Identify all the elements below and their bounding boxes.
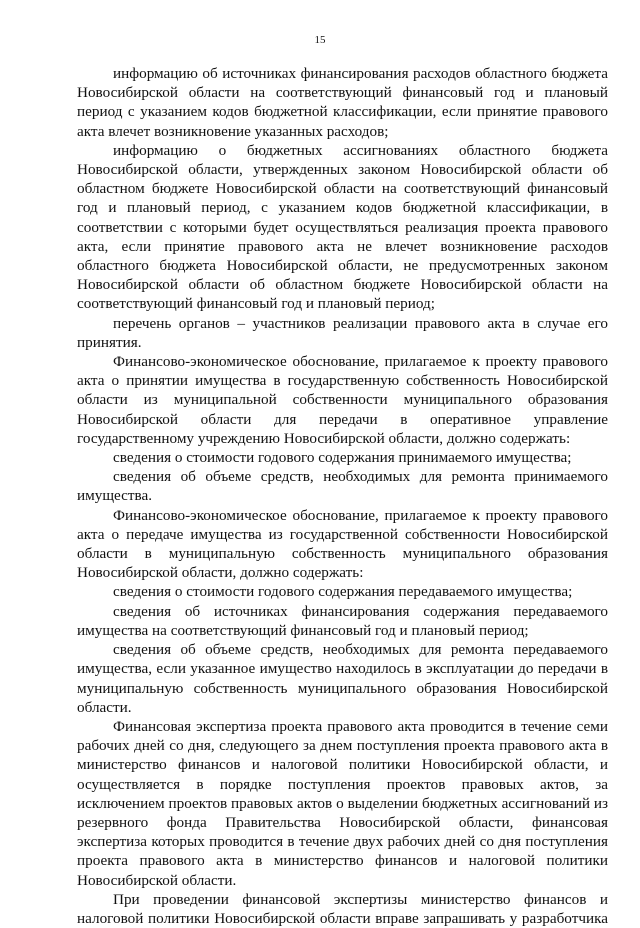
paragraph: перечень органов – участников реализации правового акта в случае его принятия. (77, 314, 608, 351)
paragraph: При проведении финансовой экспертизы министерство финансов и налоговой политики Новосибирской области вправе запрашивать у разработчика (77, 890, 608, 927)
page-number: 15 (314, 34, 326, 46)
paragraph: сведения об объеме средств, необходимых для ремонта принимаемого имущества. (77, 468, 608, 505)
document-body (77, 64, 608, 928)
paragraph: Финансово-экономическое обоснование, прилагаемое к проекту правового акта о принятии имущества в государственную собственность Новосибирской области из муниципальной собственности муниципального образования Новосибирской области для передачи в оперативное управление государственному учреждению Новосибирской области, должно содержать: (77, 353, 608, 447)
paragraph: сведения о стоимости годового содержания передаваемого имущества; (113, 583, 573, 601)
paragraph: сведения об источниках финансирования содержания передаваемого имущества на соответствующий финансовый год и плановый период; (77, 602, 608, 639)
paragraph: информацию о бюджетных ассигнованиях областного бюджета Новосибирской области, утвержденных законом Новосибирской области об областном бюджете Новосибирской области на соответствующий финансовый год и плановый период, с указанием кодов бюджетной классификации, в соответствии с которыми будет осуществляться реализация проекта правового акта, если принятие правового акта не влечет возникновение расходов областного бюджета Новосибирской области, не предусмотренных законом Новосибирской области об областном бюджете Новосибирской области на соответствующий финансовый год и плановый период; (77, 141, 608, 313)
paragraph: сведения о стоимости годового содержания принимаемого имущества; (113, 449, 572, 467)
paragraph: Финансовая экспертиза проекта правового акта проводится в течение семи рабочих дней со дня, следующего за днем поступления проекта правового акта в министерство финансов и налоговой политики Новосибирской области, и осуществляется в порядке поступления проектов правовых актов, за исключением проектов правовых актов о выделении бюджетных ассигнований из резервного фонда Правительства Новосибирской области, финансовая экспертиза которых проводится в течение двух рабочих дней со дня поступления проекта правового акта в министерство финансов и налоговой политики Новосибирской области. (77, 717, 608, 889)
paragraph: информацию об источниках финансирования расходов областного бюджета Новосибирской области на соответствующий финансовый год и плановый период с указанием кодов бюджетной классификации, если принятие правового акта влечет возникновение указанных расходов; (77, 65, 608, 140)
paragraph: Финансово-экономическое обоснование, прилагаемое к проекту правового акта о передаче имущества из государственной собственности Новосибирской области в муниципальную собственность муниципального образования Новосибирской области, должно содержать: (77, 506, 608, 582)
paragraph: сведения об объеме средств, необходимых для ремонта передаваемого имущества, если указанное имущество находилось в эксплуатации до передачи в муниципальную собственность муниципального образования Новосибирской области. (77, 641, 608, 716)
